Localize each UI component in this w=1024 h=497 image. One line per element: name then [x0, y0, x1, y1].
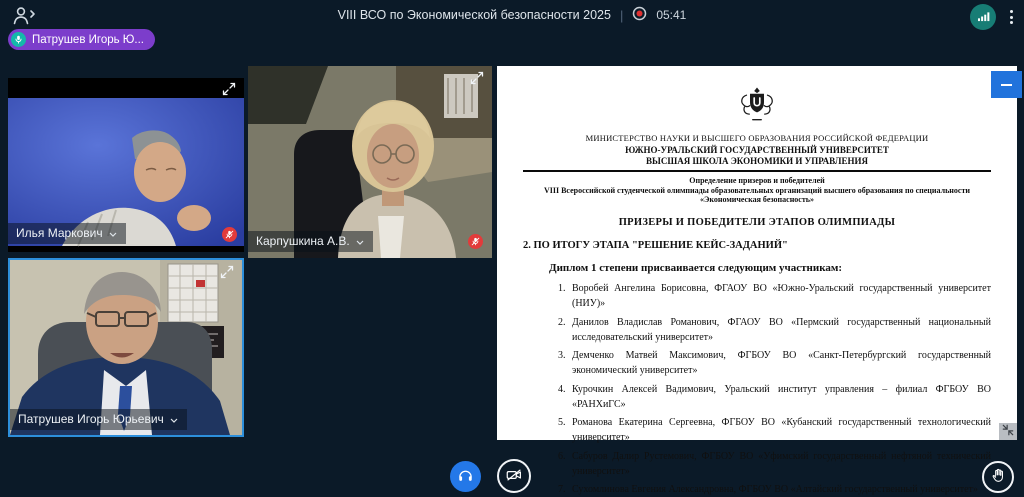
tile-fullscreen-button[interactable]	[221, 82, 237, 98]
document-heading: ПРИЗЕРЫ И ПОБЕДИТЕЛИ ЭТАПОВ ОЛИМПИАДЫ	[618, 217, 896, 228]
participant-name: Карпушкина А.В.	[256, 234, 350, 248]
document-subtitle-2: VIII Всероссийской студенческой олимпиады образовательных организаций высшего образования по специальности «Экономическая безопасность»	[543, 186, 971, 204]
winner-item: 7. Сухомлинова Евгения Александровна, ФГБОУ ВО «Алтайский государственный университет»	[568, 482, 991, 497]
document-resize-button[interactable]	[999, 423, 1017, 440]
hand-icon	[990, 467, 1007, 487]
chevron-down-icon	[170, 412, 178, 426]
video-tile-patrushev[interactable]	[8, 258, 244, 437]
shared-document-view[interactable]	[497, 66, 1017, 495]
chevron-down-icon	[109, 226, 117, 240]
winner-item: 6. Сабуров Далир Рустемович, ФГБОУ ВО «Уфимский государственный нефтяной технический университет»	[568, 449, 991, 479]
winners-list	[553, 281, 991, 497]
meeting-title: VIII ВСО по Экономической безопасности 2025	[337, 8, 611, 22]
document-section-title: 2. ПО ИТОГУ ЭТАПА "РЕШЕНИЕ КЕЙС-ЗАДАНИЙ"	[523, 240, 788, 251]
participant-name-tag[interactable]	[8, 223, 126, 244]
camera-off-icon	[505, 466, 523, 487]
winner-item: 2. Данилов Владислав Романович, ФГАОУ ВО «Пермский государственный национальный исследовательский университет»	[568, 315, 991, 345]
participant-name: Илья Маркович	[16, 226, 103, 240]
winner-item: 1. Воробей Ангелина Борисовна, ФГАОУ ВО «Южно-Уральский государственный университет (НИУ)»	[568, 281, 991, 311]
document-school-line: ВЫСШАЯ ШКОЛА ЭКОНОМИКИ И УПРАВЛЕНИЯ	[646, 156, 868, 166]
kebab-icon	[1010, 10, 1013, 13]
signal-bars-icon	[977, 10, 990, 25]
active-speaker-name: Патрушев Игорь Ю...	[32, 33, 145, 46]
winner-item: 3. Демченко Матвей Максимович, ФГБОУ ВО «Санкт-Петербургский государственный экономический университет»	[568, 348, 991, 378]
recording-timer: 05:41	[656, 8, 687, 22]
video-feed	[248, 66, 492, 258]
mic-muted-icon	[468, 234, 483, 249]
mic-muted-icon	[222, 227, 237, 242]
tile-fullscreen-button[interactable]	[469, 71, 485, 87]
participant-name-tag[interactable]	[10, 409, 187, 430]
topbar-title-cluster	[0, 0, 1024, 30]
university-crest-logo	[523, 86, 991, 129]
active-speaker-badge[interactable]	[8, 29, 155, 50]
topbar-right-actions	[970, 4, 1015, 30]
connection-quality-button[interactable]	[970, 4, 996, 30]
expand-arrows-icon	[220, 267, 234, 282]
document-university-line: ЮЖНО-УРАЛЬСКИЙ ГОСУДАРСТВЕННЫЙ УНИВЕРСИТЕТ	[625, 145, 889, 155]
participant-name-tag[interactable]	[248, 231, 373, 252]
video-tile-ilya-markovich[interactable]	[8, 78, 244, 252]
title-divider: |	[619, 7, 624, 23]
tile-fullscreen-button[interactable]	[219, 265, 235, 281]
document-ministry-line: МИНИСТЕРСТВО НАУКИ И ВЫСШЕГО ОБРАЗОВАНИЯ РОССИЙСКОЙ ФЕДЕРАЦИИ	[585, 133, 929, 143]
video-tile-karpushkina[interactable]	[248, 66, 492, 258]
chevron-down-icon	[356, 234, 364, 248]
document-subheading: Диплом 1 степени присваивается следующим участникам:	[549, 262, 843, 274]
expand-arrows-icon	[222, 84, 236, 99]
document-minimize-button[interactable]	[991, 71, 1022, 98]
camera-toggle-button[interactable]	[497, 459, 531, 493]
document-page	[497, 66, 1017, 497]
mic-icon	[11, 32, 26, 47]
expand-arrows-icon	[470, 73, 484, 88]
more-options-button[interactable]	[1008, 6, 1015, 28]
participant-name: Патрушев Игорь Юрьевич	[18, 412, 164, 426]
raise-hand-button[interactable]	[982, 461, 1014, 493]
winner-item: 5. Романова Екатерина Сергеевна, ФГБОУ ВО «Кубанский государственный технологический университет»	[568, 415, 991, 445]
audio-device-button[interactable]	[450, 461, 481, 492]
recording-indicator-icon	[632, 6, 647, 24]
winner-item: 4. Курочкин Алексей Вадимович, Уральский институт управления – филиал ФГБОУ ВО «РАНХиГС»	[568, 382, 991, 412]
headphones-icon	[457, 467, 474, 487]
document-rule	[523, 170, 991, 172]
collapse-arrows-icon	[1002, 424, 1014, 439]
document-subtitle-1: Определение призеров и победителей	[689, 176, 825, 185]
minimize-dash-icon	[1001, 84, 1012, 86]
